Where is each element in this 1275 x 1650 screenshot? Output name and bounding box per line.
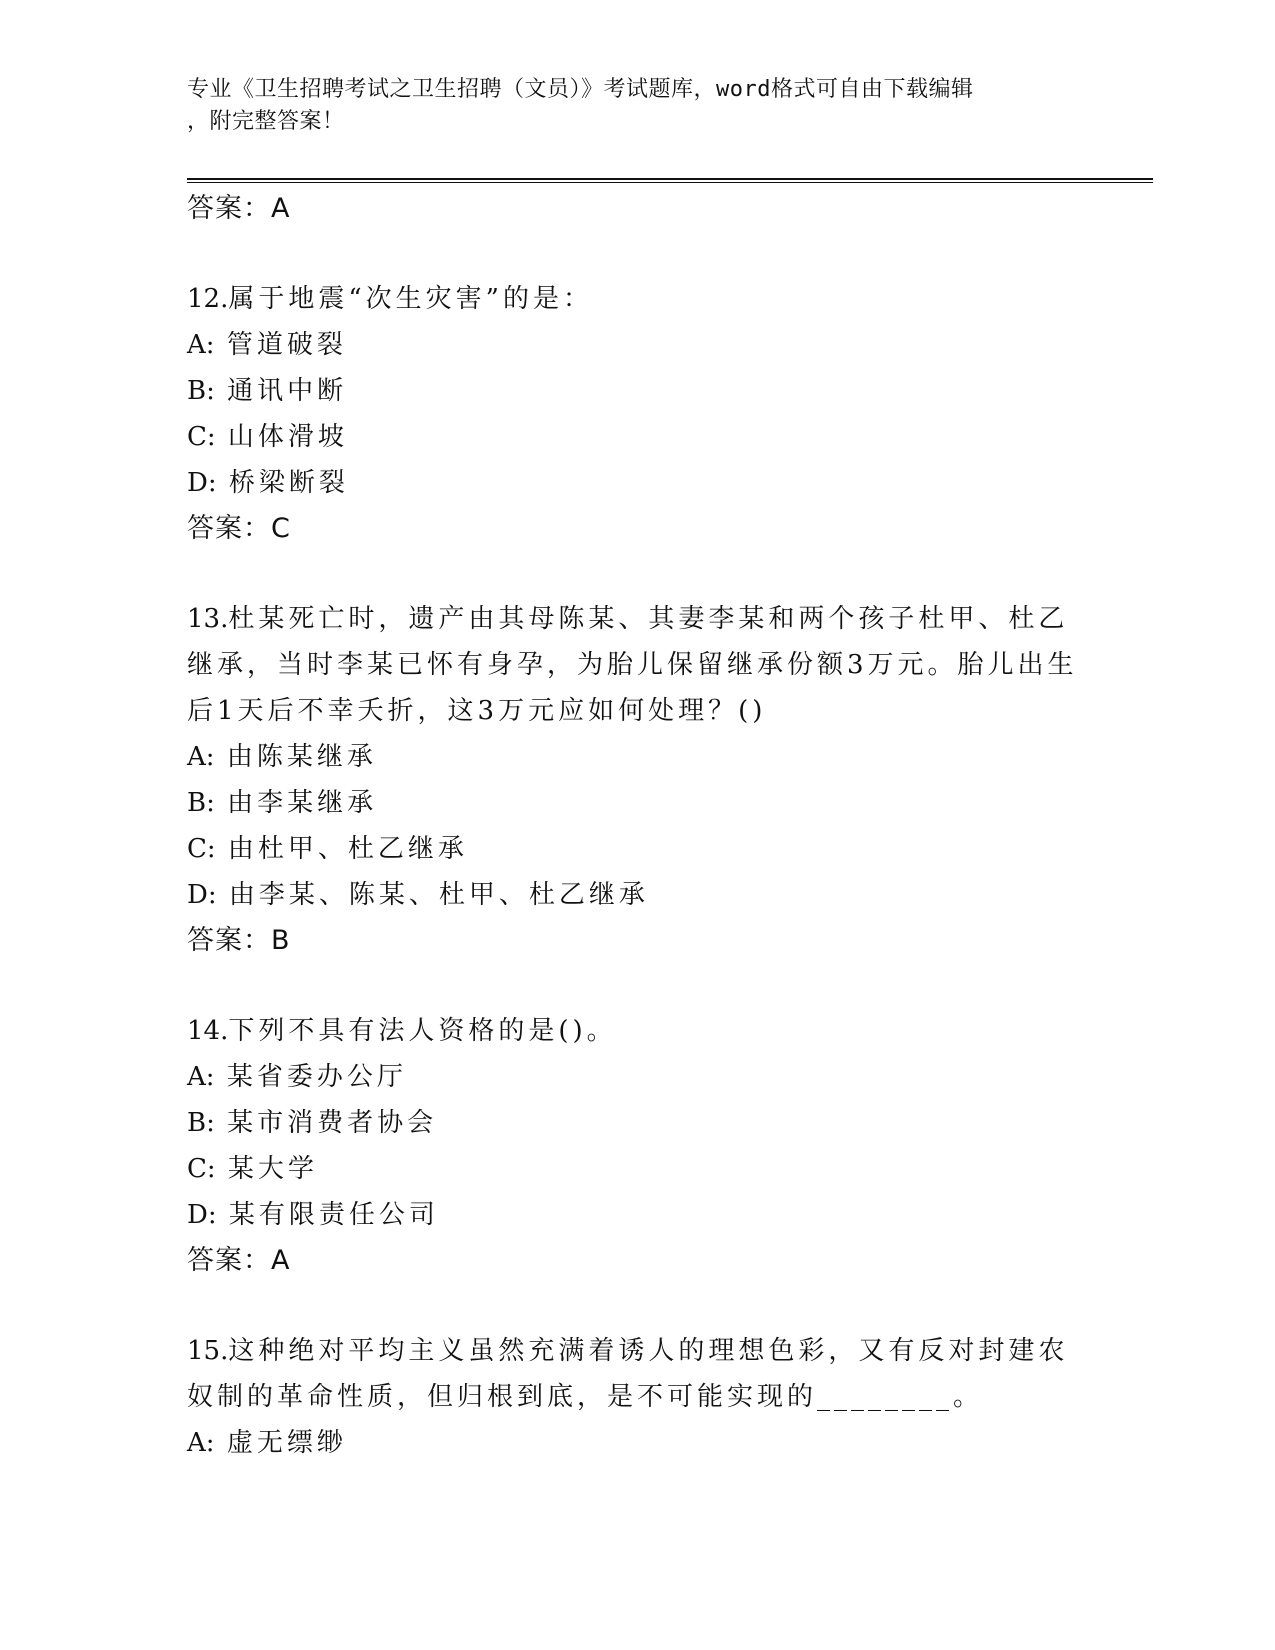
answer-line: 答案：A <box>187 193 291 224</box>
option-letter: A: <box>187 1062 215 1092</box>
option-text: 某市消费者协会 <box>227 1108 438 1138</box>
question-list <box>187 186 1087 1466</box>
option-text: 虚无缥缈 <box>226 1428 347 1458</box>
option-text: 某有限责任公司 <box>228 1200 439 1230</box>
option-letter: C: <box>187 834 216 864</box>
option-b <box>187 780 1087 826</box>
option-text: 由杜甲、杜乙继承 <box>227 834 468 864</box>
header-line-1: 专业《卫生招聘考试之卫生招聘（文员）》考试题库，word格式可自由下载编辑 <box>187 77 974 102</box>
question-12 <box>187 276 1087 322</box>
option-letter: C: <box>187 422 216 452</box>
question-15 <box>187 1328 1087 1420</box>
option-d <box>187 872 1087 918</box>
option-a <box>187 1420 1087 1466</box>
option-text: 由李某、陈某、杜甲、杜乙继承 <box>228 880 649 910</box>
option-b <box>187 1100 1087 1146</box>
question-text: 这种绝对平均主义虽然充满着诱人的理想色彩，又有反对封建农奴制的革命性质，但归根到底，是不可能实现的________。 <box>187 1336 1069 1412</box>
option-text: 由李某继承 <box>227 788 378 818</box>
question-number: 13. <box>187 604 229 634</box>
option-letter: A: <box>187 742 215 772</box>
header-divider <box>187 178 1153 183</box>
answer-line: 答案：C <box>187 513 291 544</box>
option-text: 由陈某继承 <box>226 742 377 772</box>
option-letter: B: <box>187 1108 215 1138</box>
answer-line: 答案：A <box>187 1245 291 1276</box>
question-text: 属于地震“次生灾害”的是： <box>228 284 593 314</box>
option-text: 管道破裂 <box>226 330 347 360</box>
option-b <box>187 368 1087 414</box>
option-text: 某大学 <box>227 1154 318 1184</box>
document-header <box>187 74 1067 138</box>
question-text: 下列不具有法人资格的是()。 <box>228 1016 617 1046</box>
question-number: 15. <box>187 1336 229 1366</box>
question-13 <box>187 596 1087 734</box>
option-letter: D: <box>187 880 217 910</box>
option-a <box>187 734 1087 780</box>
answer-line: 答案：B <box>187 925 291 956</box>
option-letter: A: <box>187 330 215 360</box>
option-letter: B: <box>187 376 215 406</box>
option-c <box>187 826 1087 872</box>
header-line-2: ，附完整答案！ <box>187 109 345 134</box>
option-c <box>187 414 1087 460</box>
question-number: 14. <box>187 1016 229 1046</box>
option-letter: C: <box>187 1154 216 1184</box>
option-text: 桥梁断裂 <box>228 468 349 498</box>
option-text: 某省委办公厅 <box>226 1062 407 1092</box>
option-d <box>187 460 1087 506</box>
question-text: 杜某死亡时，遗产由其母陈某、其妻李某和两个孩子杜甲、杜乙继承，当时李某已怀有身孕，为胎儿保留继承份额3万元。胎儿出生后1天后不幸夭折，这3万元应如何处理？() <box>187 604 1078 726</box>
option-a <box>187 322 1087 368</box>
option-letter: D: <box>187 468 217 498</box>
option-letter: B: <box>187 788 215 818</box>
option-c <box>187 1146 1087 1192</box>
question-number: 12. <box>187 284 229 314</box>
option-text: 通讯中断 <box>227 376 348 406</box>
option-letter: A: <box>187 1428 215 1458</box>
option-text: 山体滑坡 <box>227 422 348 452</box>
option-letter: D: <box>187 1200 217 1230</box>
option-a <box>187 1054 1087 1100</box>
question-14 <box>187 1008 1087 1054</box>
option-d <box>187 1192 1087 1238</box>
